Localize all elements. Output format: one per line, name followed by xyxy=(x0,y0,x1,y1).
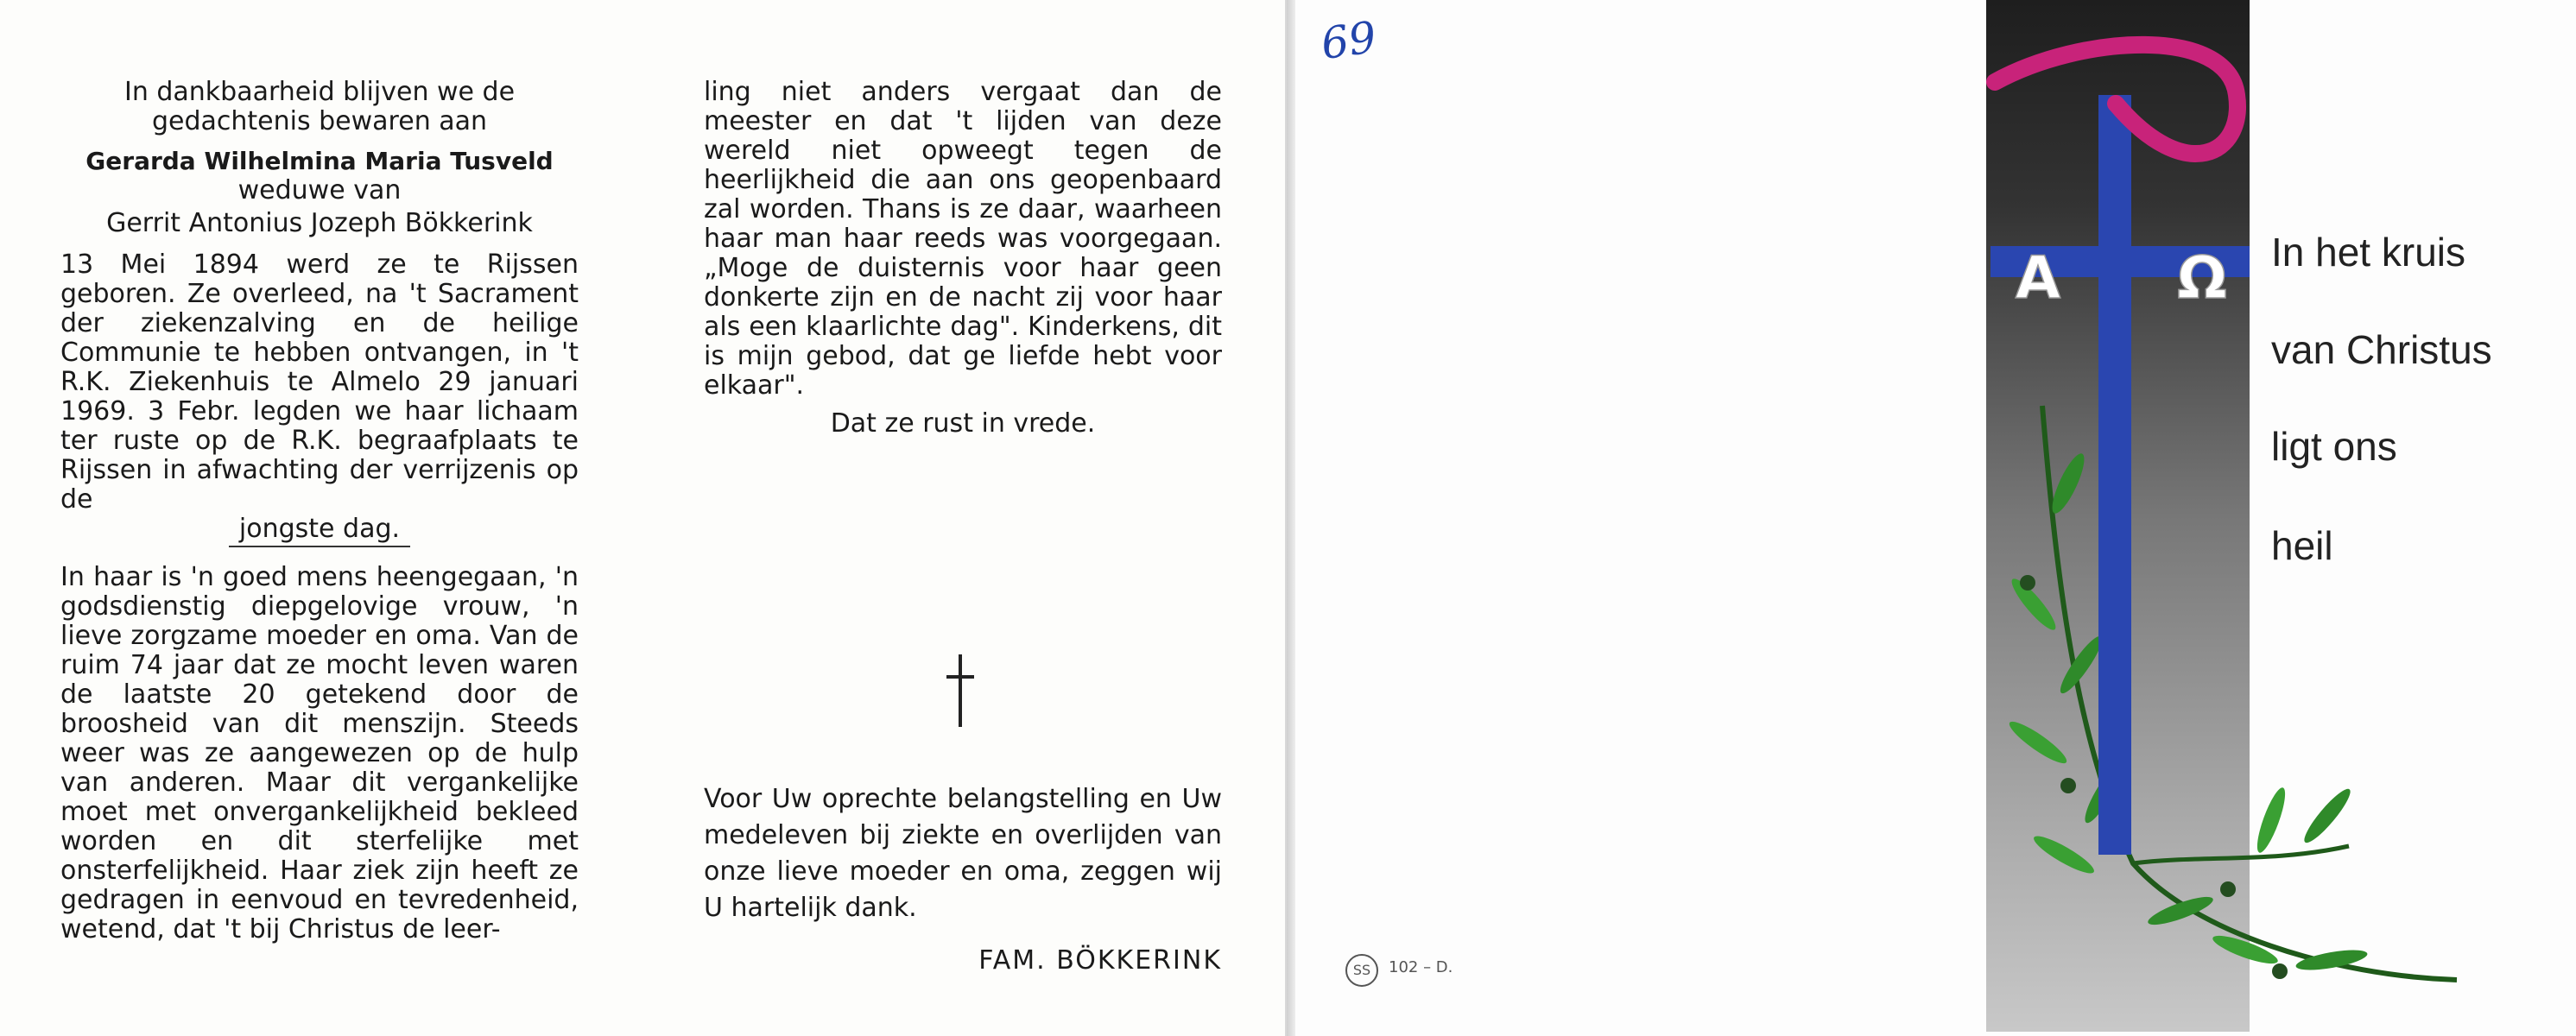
intro-line: In dankbaarheid blijven we de xyxy=(123,77,516,107)
motto-line: In het kruis xyxy=(2271,230,2465,275)
handwritten-note: 69 xyxy=(1318,11,1380,70)
deceased-name: Gerarda Wilhelmina Maria Tusveld xyxy=(85,147,554,175)
omega-icon: Ω xyxy=(2177,244,2227,313)
column-left xyxy=(60,78,579,944)
inner-spread xyxy=(0,0,1287,1036)
relation-text: weduwe van xyxy=(237,175,402,205)
alpha-icon: A xyxy=(2015,244,2061,313)
tribute-text: In haar is 'n goed mens heengegaan, 'n godsdienstig diepgelovige vrouw, 'n lieve zorgzame moeder en oma. Van de ruim 74 jaar dat ze mocht leven waren de laatste 20 getekend door de broosheid van dit menszijn. Steeds weer was ze aangewezen op de hulp van anderen. Maar dit vergankelijke moet met onvergankelijkheid bekleed worden en dit sterfelijke met onsterfelijkheid. Haar ziek zijn heeft ze gedragen in eenvoud en tevredenheid, wetend, dat 't bij Christus de leer- xyxy=(60,562,579,944)
column-right xyxy=(704,78,1222,439)
cross-shape xyxy=(2098,95,2131,855)
spouse-name: Gerrit Antonius Jozeph Bökkerink xyxy=(106,208,533,238)
intro-line: gedachtenis bewaren aan xyxy=(151,106,488,136)
printer-logo: SS xyxy=(1345,954,1378,987)
olive-branch-icon xyxy=(2005,406,2457,980)
motto-line: heil xyxy=(2271,523,2333,568)
cross-icon xyxy=(941,654,979,727)
thanks-text: Voor Uw oprechte belangstelling en Uw medeleven bij ziekte en overlijden van onze lieve moeder en oma, zeggen wij U hartelijk dank. xyxy=(704,784,1222,923)
biography-closing: jongste dag. xyxy=(229,515,410,547)
tribute-continued: ling niet anders vergaat dan de meester en dat 't lijden van deze wereld niet opweegt tegen de heerlijkheid die aan ons geopenbaard zal worden. Thans is ze daar, waarheen haar man haar reeds was voorgegaan. „Moge de duisternis voor haar geen donkerte zijn en de nacht zij voor haar als een klaarlichte dag". Kinderkens, dit is mijn gebod, dat ge liefde hebt voor elkaar". xyxy=(704,77,1222,401)
motto-line: ligt ons xyxy=(2271,424,2397,469)
card-fold xyxy=(1287,0,1295,1036)
biography-text: 13 Mei 1894 werd ze te Rijssen geboren. Ze overleed, na 't Sacrament der ziekenzalving en de heilige Communie te hebben ontvangen, in 't R.K. Ziekenhuis te Almelo 29 januari 1969. 3 Febr. legden we haar lichaam ter ruste op de R.K. begraafplaats te Rijssen in afwachting der verrijzenis op de xyxy=(60,250,579,515)
family-signature: FAM. BÖKKERINK xyxy=(978,945,1222,976)
chi-rho-cross-illustration xyxy=(1986,0,2576,1036)
rest-in-peace-line: Dat ze rust in vrede. xyxy=(830,408,1096,439)
motto-line: van Christus xyxy=(2271,327,2492,372)
printer-code: 102 – D. xyxy=(1389,958,1453,976)
